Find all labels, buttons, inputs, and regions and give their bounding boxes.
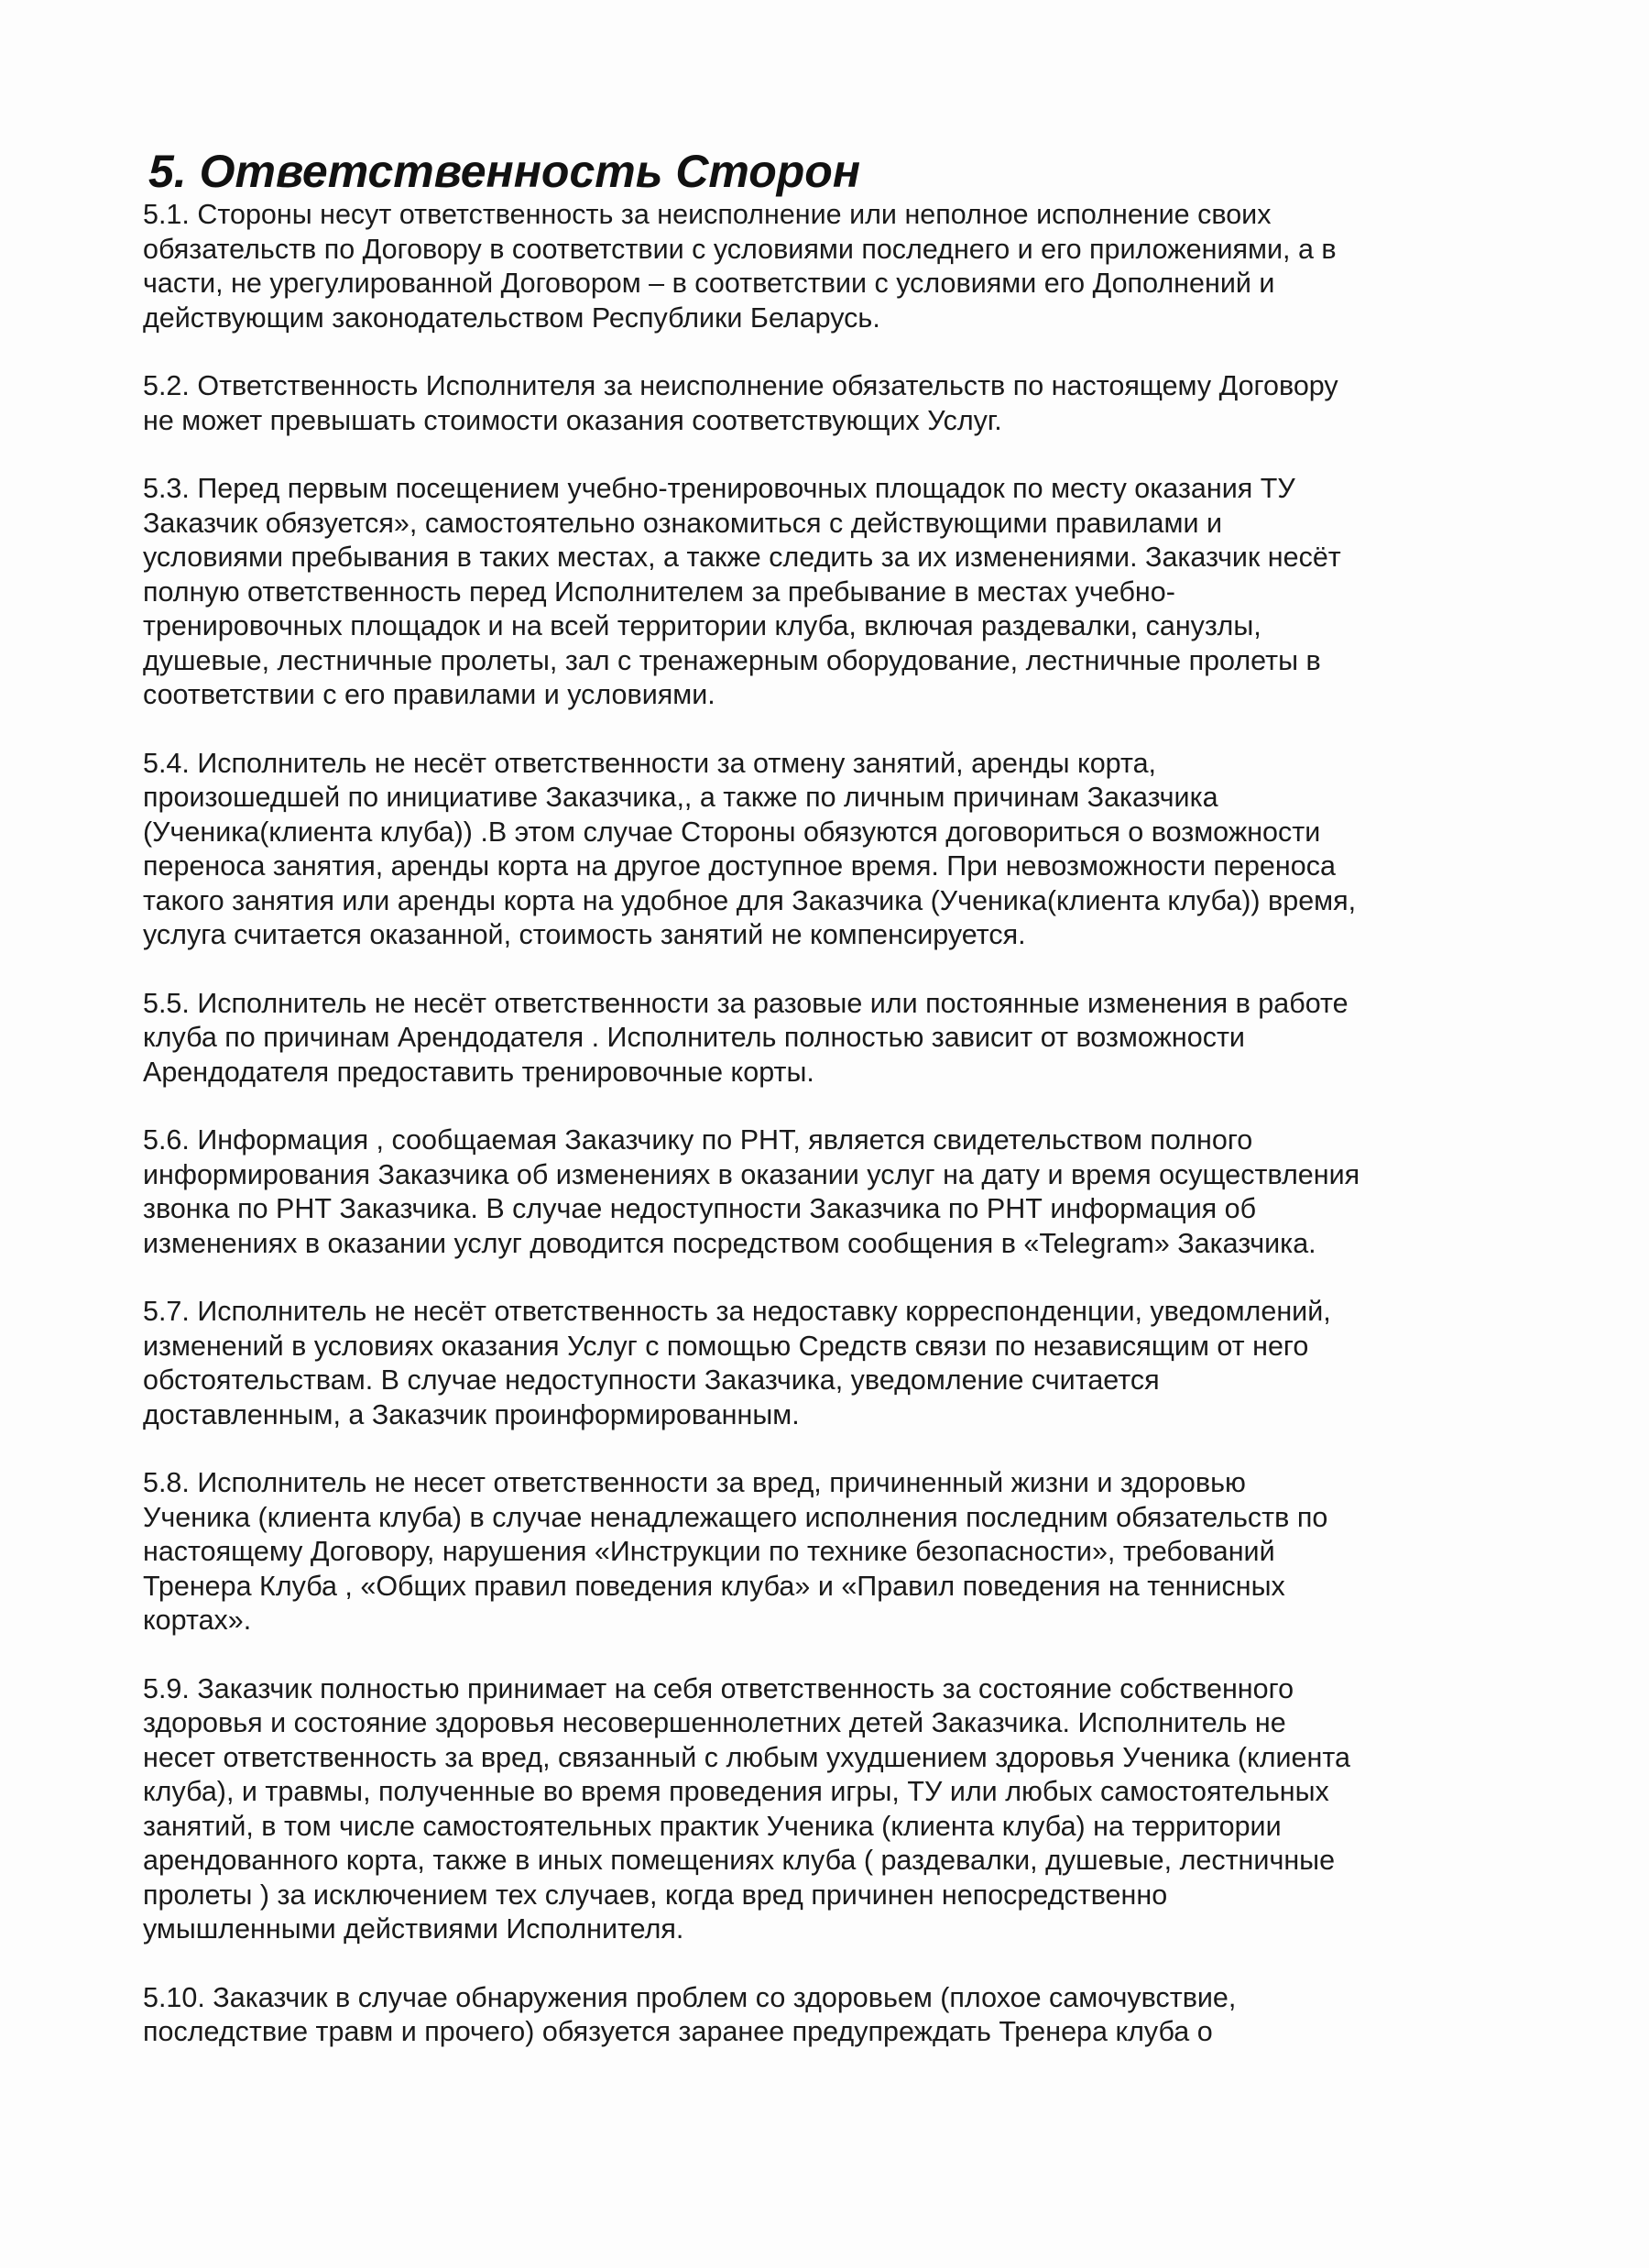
clause-text-line: последствие травм и прочего) обязуется заранее предупреждать Тренера клуба о bbox=[143, 2016, 1213, 2047]
clause-text-line: полную ответственность перед Исполнителем за пребывание в местах учебно- bbox=[143, 575, 1175, 608]
clause-text-line: обстоятельствам. В случае недоступности Заказчика, уведомление считается bbox=[143, 1364, 1160, 1396]
document-body bbox=[143, 147, 1471, 2084]
clause-text-line: 5.10. Заказчик в случае обнаружения проблем со здоровьем (плохое самочувствие, bbox=[143, 1981, 1237, 2013]
clause-text-line: 5.1. Стороны несут ответственность за неисполнение или неполное исполнение своих bbox=[143, 199, 1272, 230]
clause-paragraph bbox=[143, 198, 1471, 335]
clause-text-line: не может превышать стоимости оказания соответствующих Услуг. bbox=[143, 404, 1002, 436]
clause-paragraph bbox=[143, 472, 1471, 713]
clause-text-line: изменений в условиях оказания Услуг с помощью Средств связи по независящим от него bbox=[143, 1330, 1309, 1362]
clause-text-line: соответствии с его правилами и условиями. bbox=[143, 679, 715, 710]
clause-text-line: условиями пребывания в таких местах, а также следить за их изменениями. Заказчик несёт bbox=[143, 542, 1341, 573]
clause-text-line: информирования Заказчика об изменениях в оказании услуг на дату и время осуществления bbox=[143, 1158, 1360, 1190]
clause-text-line: здоровья и состояние здоровья несовершеннолетних детей Заказчика. Исполнитель не bbox=[143, 1707, 1286, 1738]
clause-paragraph bbox=[143, 1295, 1471, 1432]
clause-text-line: звонка по РНТ Заказчика. В случае недоступности Заказчика по РНТ информация об bbox=[143, 1193, 1257, 1224]
clause-text-line: Заказчик обязуется», самостоятельно ознакомиться с действующими правилами и bbox=[143, 507, 1222, 539]
clause-text-line: 5.7. Исполнитель не несёт ответственность за недоставку корреспонденции, уведомлений, bbox=[143, 1296, 1331, 1327]
clause-text-line: кортах». bbox=[143, 1605, 252, 1636]
clause-paragraph bbox=[143, 1123, 1471, 1261]
clause-text-line: душевые, лестничные пролеты, зал с тренажерным оборудование, лестничные пролеты в bbox=[143, 644, 1321, 676]
clause-text-line: Арендодателя предоставить тренировочные корты. bbox=[143, 1056, 814, 1088]
clause-paragraph bbox=[143, 369, 1471, 438]
clause-text-line: части, не урегулированной Договором – в соответствии с условиями его Дополнений и bbox=[143, 268, 1275, 299]
clause-text-line: несет ответственность за вред, связанный с любым ухудшением здоровья Ученика (клиента bbox=[143, 1741, 1350, 1773]
clause-text-line: доставленным, а Заказчик проинформированным. bbox=[143, 1398, 800, 1430]
clause-paragraph bbox=[143, 1672, 1471, 1947]
clause-text-line: произошедшей по инициативе Заказчика,, а также по личным причинам Заказчика bbox=[143, 782, 1218, 813]
clause-text-line: 5.8. Исполнитель не несет ответственности за вред, причиненный жизни и здоровью bbox=[143, 1467, 1246, 1498]
clause-text-line: 5.6. Информация , сообщаемая Заказчику по РНТ, является свидетельством полного bbox=[143, 1124, 1253, 1156]
clause-text-line: 5.2. Ответственность Исполнителя за неисполнение обязательств по настоящему Договору bbox=[143, 370, 1338, 401]
clause-text-line: тренировочных площадок и на всей территории клуба, включая раздевалки, санузлы, bbox=[143, 610, 1261, 641]
paragraphs-container bbox=[143, 198, 1471, 2050]
clause-paragraph bbox=[143, 1981, 1471, 2050]
clause-text-line: 5.3. Перед первым посещением учебно-тренировочных площадок по месту оказания ТУ bbox=[143, 473, 1295, 504]
clause-paragraph bbox=[143, 987, 1471, 1090]
clause-text-line: клуба), и травмы, полученные во время проведения игры, ТУ или любых самостоятельных bbox=[143, 1776, 1329, 1807]
clause-text-line: занятий, в том числе самостоятельных практик Ученика (клиента клуба) на территории bbox=[143, 1810, 1282, 1842]
clause-text-line: услуга считается оказанной, стоимость занятий не компенсируется. bbox=[143, 919, 1026, 950]
clause-text-line: умышленными действиями Исполнителя. bbox=[143, 1913, 684, 1945]
clause-text-line: клуба по причинам Арендодателя . Исполнитель полностью зависит от возможности bbox=[143, 1022, 1245, 1053]
clause-text-line: пролеты ) за исключением тех случаев, когда вред причинен непосредственно bbox=[143, 1879, 1168, 1911]
clause-text-line: такого занятия или аренды корта на удобное для Заказчика (Ученика(клиента клуба)) время, bbox=[143, 884, 1357, 916]
section-title: 5. Ответственность Сторон bbox=[148, 146, 861, 197]
clause-text-line: обязательств по Договору в соответствии с условиями последнего и его приложениями, а в bbox=[143, 233, 1337, 265]
clause-text-line: Тренера Клуба , «Общих правил поведения клуба» и «Правил поведения на теннисных bbox=[143, 1570, 1285, 1602]
clause-text-line: изменениях в оказании услуг доводится посредством сообщения в «Telegram» Заказчика. bbox=[143, 1227, 1316, 1259]
clause-text-line: настоящему Договору, нарушения «Инструкции по технике безопасности», требований bbox=[143, 1536, 1275, 1567]
clause-text-line: переноса занятия, аренды корта на другое доступное время. При невозможности переноса bbox=[143, 850, 1336, 882]
clause-text-line: 5.9. Заказчик полностью принимает на себя ответственность за состояние собственного bbox=[143, 1672, 1294, 1704]
clause-text-line: (Ученика(клиента клуба)) .В этом случае Стороны обязуются договориться о возможности bbox=[143, 816, 1321, 848]
clause-text-line: 5.5. Исполнитель не несёт ответственности за разовые или постоянные изменения в работе bbox=[143, 987, 1349, 1019]
clause-text-line: 5.4. Исполнитель не несёт ответственности за отмену занятий, аренды корта, bbox=[143, 747, 1157, 779]
clause-paragraph bbox=[143, 1466, 1471, 1638]
clause-paragraph bbox=[143, 747, 1471, 953]
clause-text-line: арендованного корта, также в иных помещениях клуба ( раздевалки, душевые, лестничные bbox=[143, 1845, 1336, 1876]
clause-text-line: действующим законодательством Республики Беларусь. bbox=[143, 301, 880, 334]
clause-text-line: Ученика (клиента клуба) в случае ненадлежащего исполнения последним обязательств по bbox=[143, 1501, 1328, 1533]
